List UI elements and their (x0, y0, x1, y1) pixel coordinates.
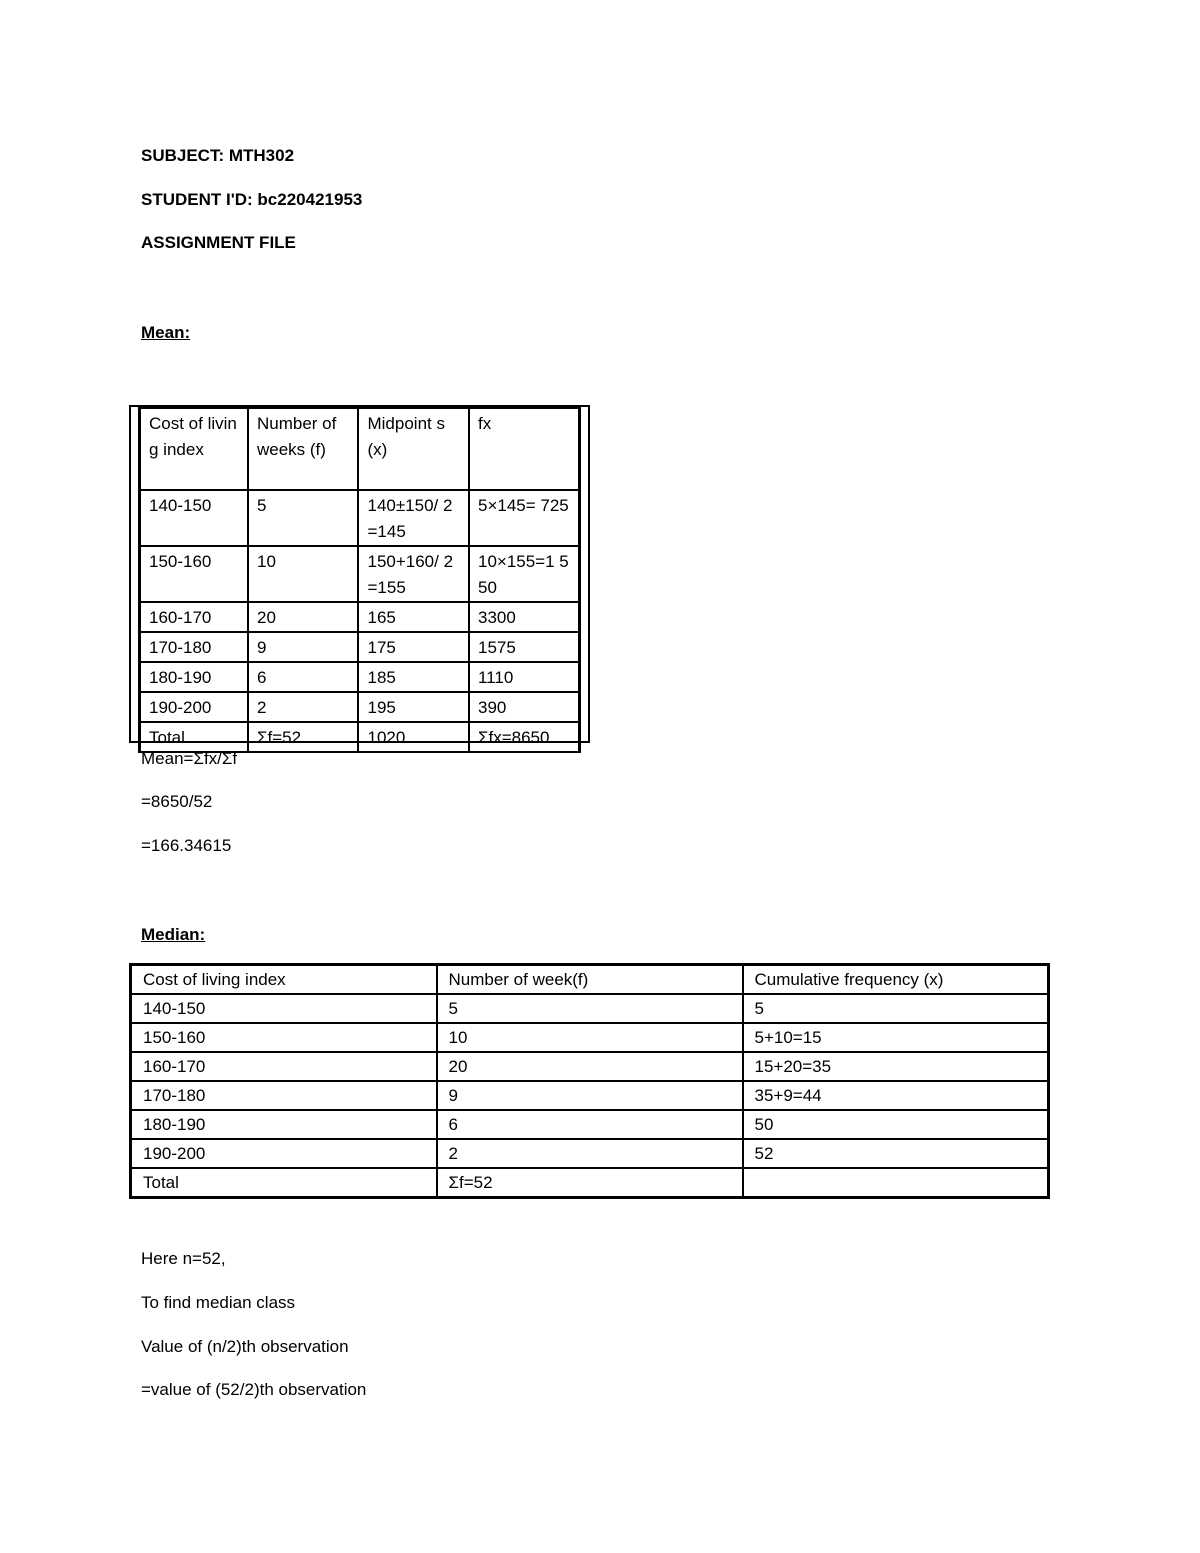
mean-cell: Total (140, 722, 248, 752)
median-table (129, 963, 1050, 1199)
median-header-cell: Number of week(f) (437, 965, 743, 995)
mean-cell: 185 (358, 662, 469, 692)
mean-substitution: =8650/52 (141, 792, 213, 811)
mean-header-cell: Midpoint s(x) (358, 408, 469, 490)
mean-header-cell: Number of weeks (f) (248, 408, 359, 490)
median-cell: 20 (437, 1052, 743, 1081)
subject-line: SUBJECT: MTH302 (141, 146, 295, 165)
mean-cell: 2 (248, 692, 359, 722)
mean-cell: 10 (248, 546, 359, 602)
mean-cell: 1020 (358, 722, 469, 752)
mean-cell: 175 (358, 632, 469, 662)
median-table-row (131, 1139, 1049, 1168)
median-cell: 15+20=35 (743, 1052, 1049, 1081)
mean-cell: 1575 (469, 632, 580, 662)
median-table-row (131, 1052, 1049, 1081)
mean-header-cell: fx (469, 408, 580, 490)
median-cell: 190-200 (131, 1139, 437, 1168)
median-cell: 50 (743, 1110, 1049, 1139)
mean-header-cell: Cost of living index (140, 408, 248, 490)
median-table-total-row (131, 1168, 1049, 1198)
mean-table-row (140, 692, 580, 722)
median-class-line: To find median class (141, 1293, 296, 1312)
median-cell: 5 (437, 994, 743, 1023)
mean-table-row (140, 490, 580, 546)
median-cell: 52 (743, 1139, 1049, 1168)
median-table-header-row (131, 965, 1049, 995)
mean-cell: 390 (469, 692, 580, 722)
mean-cell: 9 (248, 632, 359, 662)
mean-cell: 150+160/ 2=155 (358, 546, 469, 602)
median-table-row (131, 1023, 1049, 1052)
mean-cell: 180-190 (140, 662, 248, 692)
mean-cell: 170-180 (140, 632, 248, 662)
mean-cell: 140-150 (140, 490, 248, 546)
median-cell: 10 (437, 1023, 743, 1052)
mean-cell: 6 (248, 662, 359, 692)
median-cell: 35+9=44 (743, 1081, 1049, 1110)
median-heading: Median: (141, 925, 206, 944)
mean-cell: 195 (358, 692, 469, 722)
median-cell: 2 (437, 1139, 743, 1168)
median-cell: Σf=52 (437, 1168, 743, 1198)
mean-cell: 160-170 (140, 602, 248, 632)
median-header-cell: Cumulative frequency (x) (743, 965, 1049, 995)
median-cell: 6 (437, 1110, 743, 1139)
mean-cell: 150-160 (140, 546, 248, 602)
median-table-row (131, 994, 1049, 1023)
median-table-row (131, 1081, 1049, 1110)
mean-cell: 3300 (469, 602, 580, 632)
mean-table-row (140, 546, 580, 602)
assignment-file-line: ASSIGNMENT FILE (141, 233, 296, 252)
median-cell: 180-190 (131, 1110, 437, 1139)
median-cell: 9 (437, 1081, 743, 1110)
mean-cell: 190-200 (140, 692, 248, 722)
median-n-line: Here n=52, (141, 1249, 226, 1268)
mean-table (129, 405, 590, 747)
mean-table-row (140, 602, 580, 632)
mean-cell: 5 (248, 490, 359, 546)
mean-cell: Σfx=8650 (469, 722, 580, 752)
mean-formula: Mean=Σfx/Σf (141, 749, 238, 768)
mean-table-row (140, 632, 580, 662)
median-cell (743, 1168, 1049, 1198)
mean-cell: 165 (358, 602, 469, 632)
student-id-line: STUDENT I'D: bc220421953 (141, 190, 363, 209)
mean-cell: 10×155=1 550 (469, 546, 580, 602)
median-cell: 160-170 (131, 1052, 437, 1081)
mean-table-total-row (140, 722, 580, 752)
mean-cell: 20 (248, 602, 359, 632)
median-cell: 140-150 (131, 994, 437, 1023)
mean-cell: 5×145= 725 (469, 490, 580, 546)
median-cell: 150-160 (131, 1023, 437, 1052)
mean-heading: Mean: (141, 323, 191, 342)
median-cell: 5 (743, 994, 1049, 1023)
mean-result: =166.34615 (141, 836, 232, 855)
mean-table-header-row (140, 408, 580, 490)
median-observation-value-line: =value of (52/2)th observation (141, 1380, 367, 1399)
mean-cell: 1110 (469, 662, 580, 692)
mean-table-row (140, 662, 580, 692)
mean-cell: Σf=52 (248, 722, 359, 752)
mean-cell: 140±150/ 2=145 (358, 490, 469, 546)
median-cell: 170-180 (131, 1081, 437, 1110)
median-table-row (131, 1110, 1049, 1139)
median-cell: 5+10=15 (743, 1023, 1049, 1052)
median-cell: Total (131, 1168, 437, 1198)
median-header-cell: Cost of living index (131, 965, 437, 995)
median-observation-line: Value of (n/2)th observation (141, 1337, 349, 1356)
